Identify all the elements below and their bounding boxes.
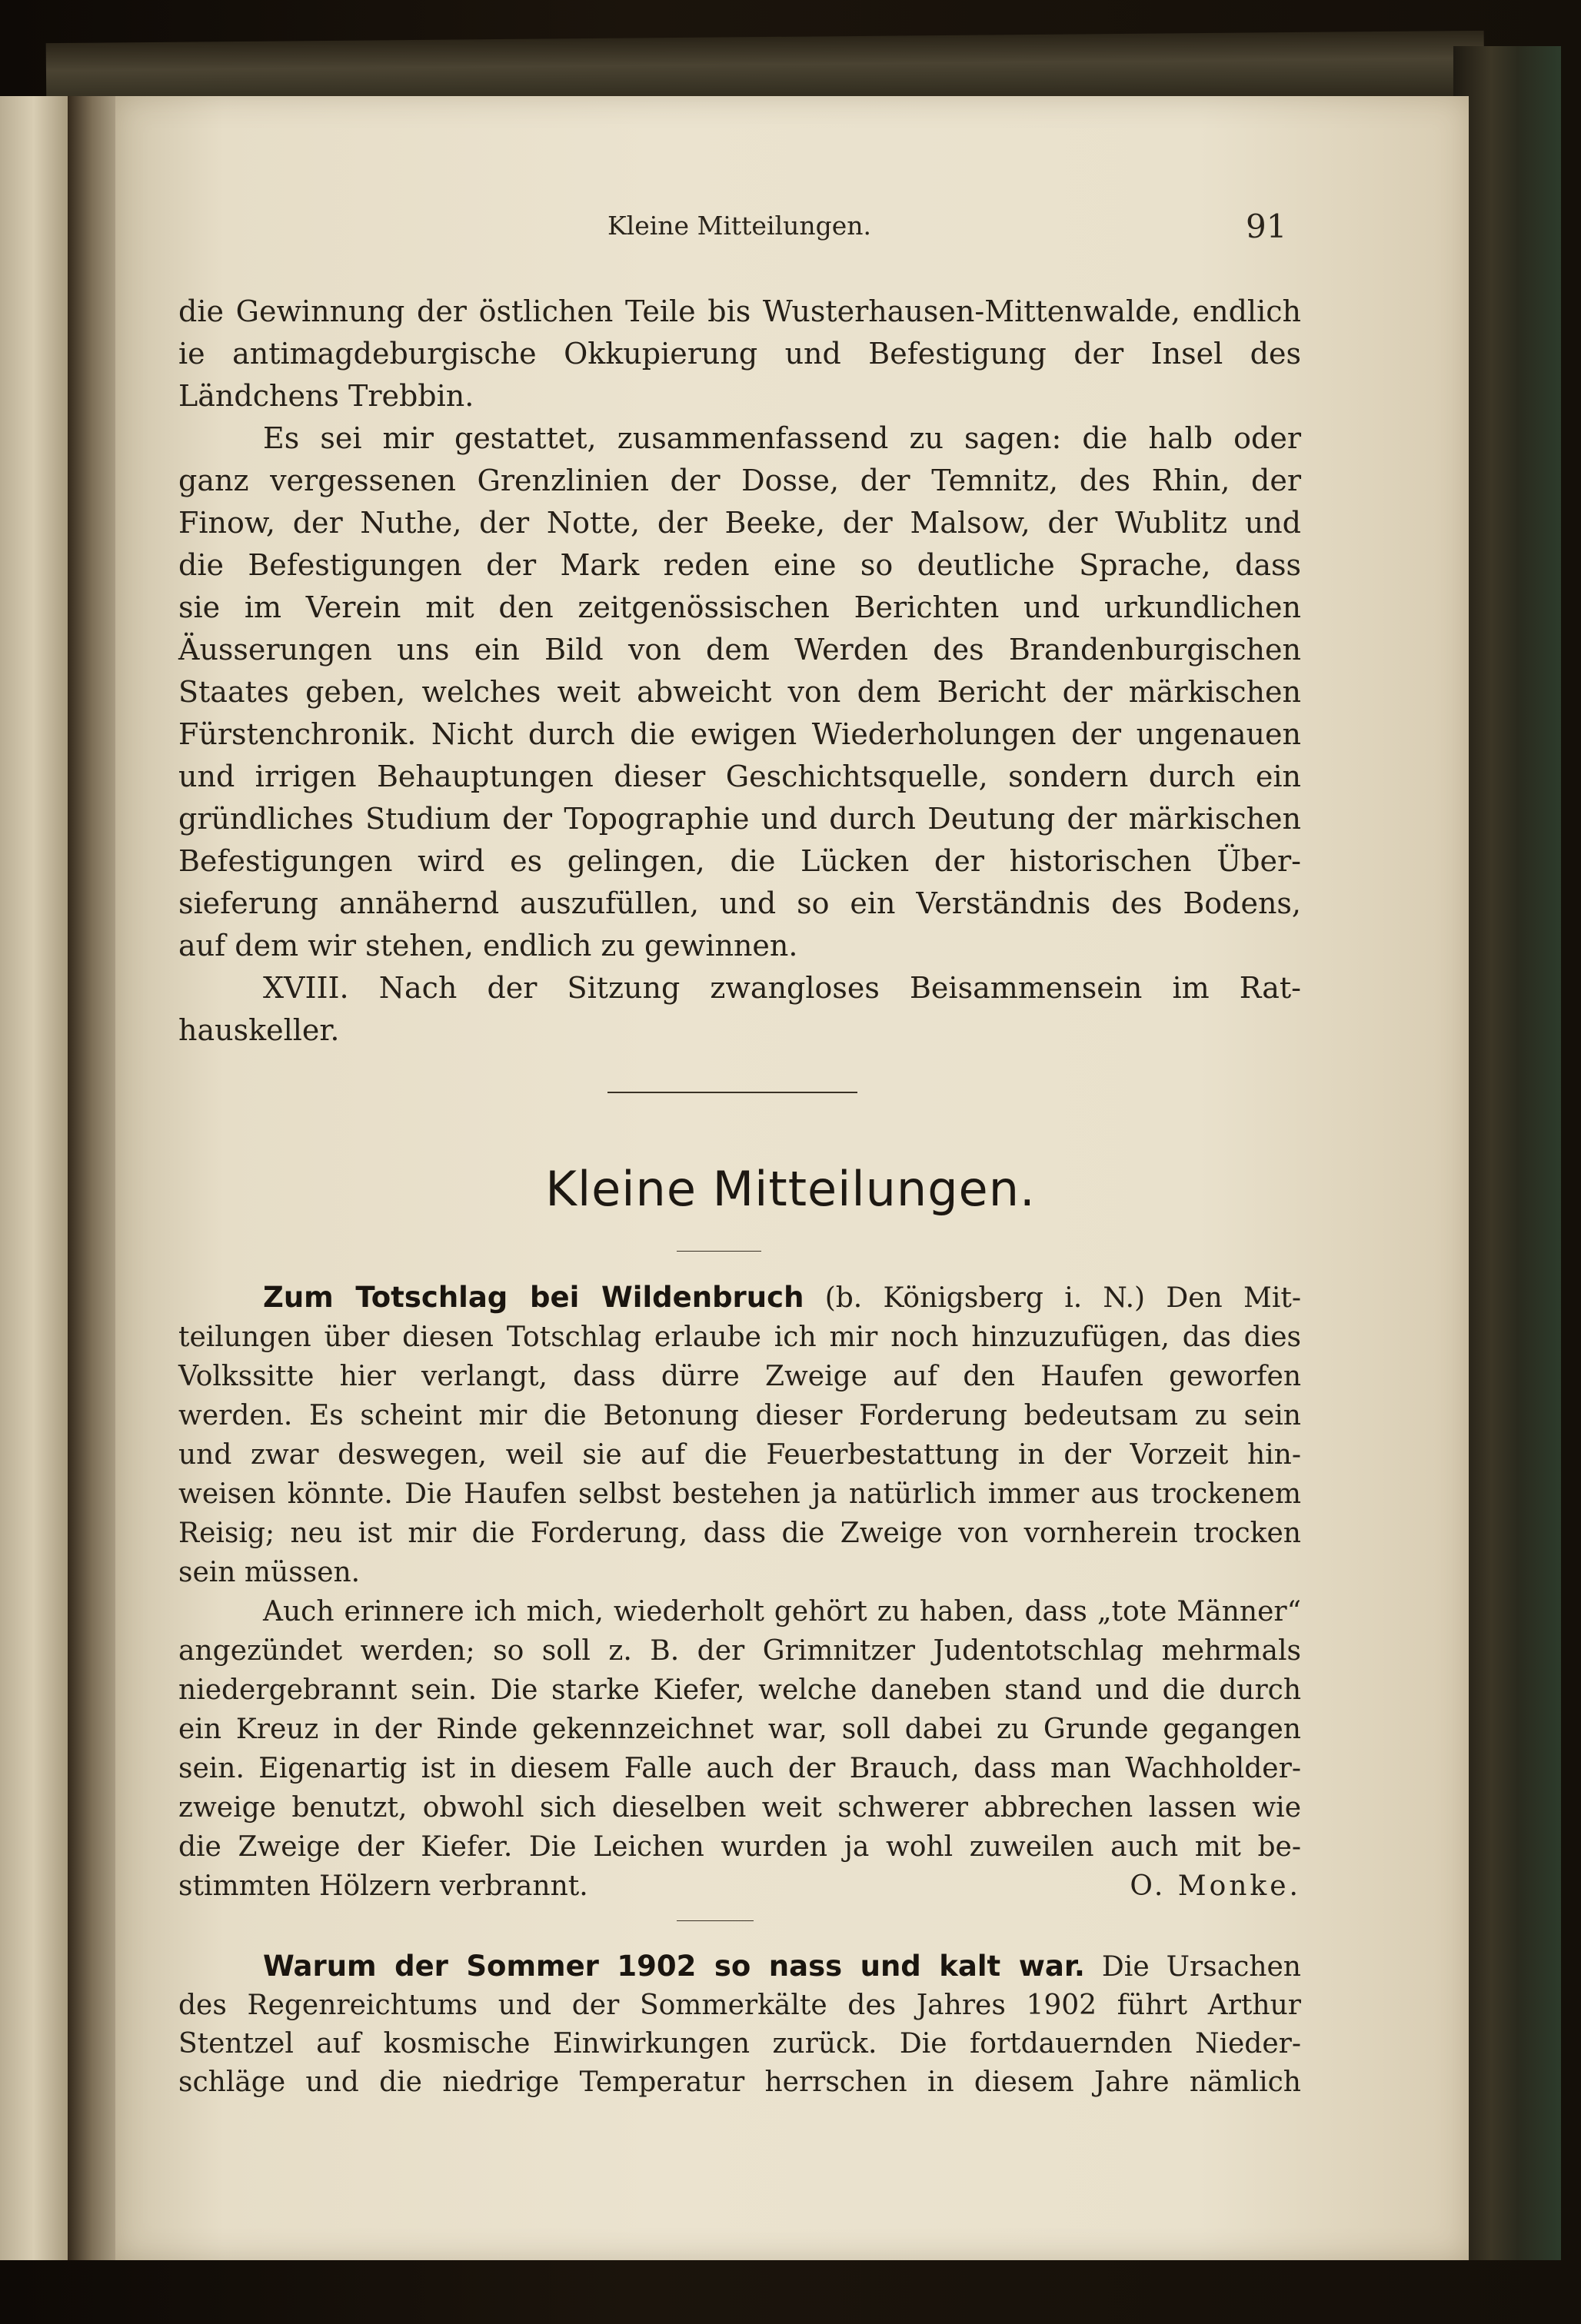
text-line: zweige benutzt, obwohl sich dieselben weit schwerer abbrechen lassen wie xyxy=(178,1792,1301,1824)
text-line: Es sei mir gestattet, zusammenfassend zu sagen: die halb oder xyxy=(263,421,1301,455)
text-line: werden. Es scheint mir die Betonung dieser Forderung bedeutsam zu sein xyxy=(178,1400,1301,1431)
text-line: stimmten Hölzern verbrannt. xyxy=(178,1870,588,1902)
text-line: angezündet werden; so soll z. B. der Grimnitzer Judentotschlag mehrmals xyxy=(178,1635,1301,1667)
text-line: Auch erinnere ich mich, wiederholt gehört zu haben, dass „tote Männer“ xyxy=(263,1596,1301,1627)
text-line: Staates geben, welches weit abweicht von dem Bericht der märkischen xyxy=(178,675,1301,709)
article-totschlag xyxy=(178,1278,1301,1906)
article-sommer xyxy=(178,1947,1301,2102)
text-line: Reisig; neu ist mir die Forderung, dass die Zweige von vornherein trocken xyxy=(178,1518,1301,1549)
text-line: die Zweige der Kiefer. Die Leichen wurden ja wohl zuweilen auch mit be- xyxy=(178,1831,1301,1863)
page-number: 91 xyxy=(1246,208,1287,245)
text-line: XVIII. Nach der Sitzung zwangloses Beisammensein im Rat- xyxy=(263,971,1301,1005)
text-line: ein Kreuz in der Rinde gekennzeichnet war, soll dabei zu Grunde gegangen xyxy=(178,1714,1301,1745)
text-line: schläge und die niedrige Temperatur herrschen in diesem Jahre nämlich xyxy=(178,2066,1301,2098)
signature: O. Monke. xyxy=(1130,1870,1301,1902)
text-line: Fürstenchronik. Nicht durch die ewigen Wiederholungen der ungenauen xyxy=(178,717,1301,751)
text-line: Äusserungen uns ein Bild von dem Werden des Brandenburgischen xyxy=(178,633,1301,667)
text-line: Volkssitte hier verlangt, dass dürre Zweige auf den Haufen geworfen xyxy=(178,1361,1301,1392)
text-line: sein müssen. xyxy=(178,1557,361,1588)
article-first-line xyxy=(178,1278,1301,1318)
text-line: ie antimagdeburgische Okkupierung und Befestigung der Insel des xyxy=(178,337,1301,371)
text-line: des Regenreichtums und der Sommerkälte des Jahres 1902 führt Arthur xyxy=(178,1990,1301,2021)
text-line: auf dem wir stehen, endlich zu gewinnen. xyxy=(178,929,798,963)
text-line: gründliches Studium der Topographie und durch Deutung der märkischen xyxy=(178,802,1301,836)
heading-underline xyxy=(677,1251,761,1252)
last-line xyxy=(178,1867,1301,1906)
text-line: und irrigen Behauptungen dieser Geschichtsquelle, sondern durch ein xyxy=(178,760,1301,793)
article-title-rest: Die Ursachen xyxy=(1084,1951,1301,1983)
text-line: die Gewinnung der östlichen Teile bis Wusterhausen-Mittenwalde, endlich xyxy=(178,294,1301,328)
article-title: Warum der Sommer 1902 so nass und kalt war. xyxy=(263,1950,1085,1983)
section-heading: Kleine Mitteilungen. xyxy=(545,1161,1036,1217)
text-line: teilungen über diesen Totschlag erlaube ich mir noch hinzuzufügen, das dies xyxy=(178,1322,1301,1353)
text-line: sieferung annähernd auszufüllen, und so ein Verständnis des Bodens, xyxy=(178,886,1301,920)
text-line: und zwar deswegen, weil sie auf die Feuerbestattung in der Vorzeit hin- xyxy=(178,1439,1301,1471)
text-line: ganz vergessenen Grenzlinien der Dosse, der Temnitz, des Rhin, der xyxy=(178,464,1301,497)
running-head-title: Kleine Mitteilungen. xyxy=(607,211,871,241)
section1 xyxy=(178,291,1301,1052)
article-title-rest: (b. Königsberg i. N.) Den Mit- xyxy=(804,1282,1301,1314)
book-cover-edge xyxy=(1453,46,1561,2260)
text-line: niedergebrannt sein. Die starke Kiefer, welche daneben stand und die durch xyxy=(178,1674,1301,1706)
text-line: sein. Eigenartig ist in diesem Falle auch der Brauch, dass man Wachholder- xyxy=(178,1753,1301,1784)
text-line: die Befestigungen der Mark reden eine so deutliche Sprache, dass xyxy=(178,548,1301,582)
text-line: weisen könnte. Die Haufen selbst bestehen ja natürlich immer aus trockenem xyxy=(178,1478,1301,1510)
article-title: Zum Totschlag bei Wildenbruch xyxy=(263,1281,804,1314)
text-line: hauskeller. xyxy=(178,1013,340,1047)
text-line: Finow, der Nuthe, der Notte, der Beeke, der Malsow, der Wublitz und xyxy=(178,506,1301,540)
section-divider xyxy=(607,1092,857,1093)
text-line: sie im Verein mit den zeitgenössischen Berichten und urkundlichen xyxy=(178,590,1301,624)
text-line: Befestigungen wird es gelingen, die Lücken der historischen Über- xyxy=(178,844,1301,878)
text-line: Stentzel auf kosmische Einwirkungen zurück. Die fortdauernden Nieder- xyxy=(178,2028,1301,2060)
article-divider xyxy=(677,1920,754,1921)
article-first-line xyxy=(178,1947,1301,1987)
text-line: Ländchens Trebbin. xyxy=(178,379,474,413)
